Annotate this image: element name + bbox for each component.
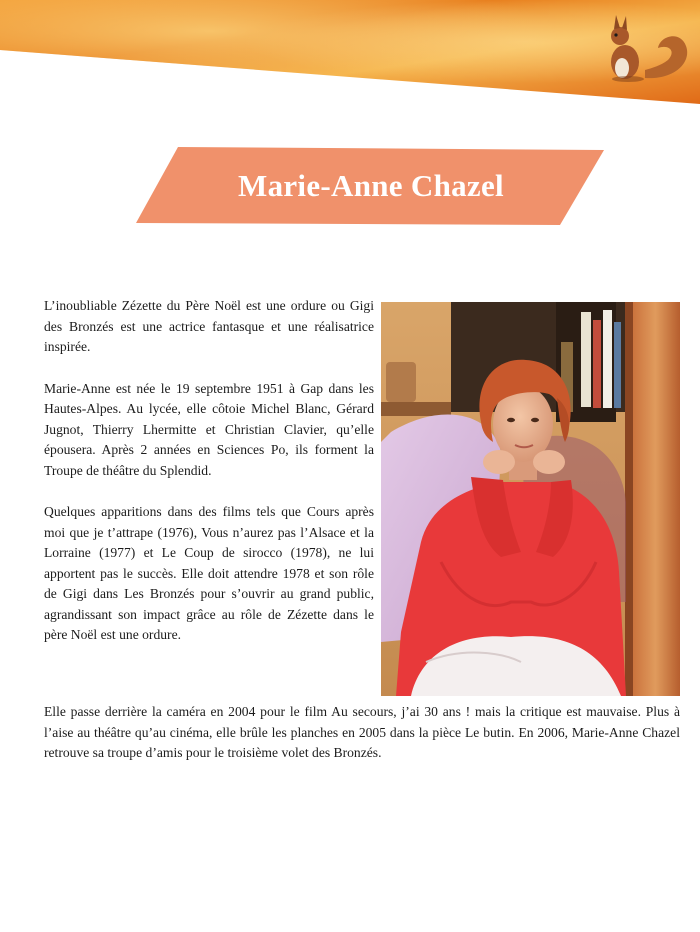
- article-conclusion: [44, 702, 680, 764]
- paragraph-director: Elle passe derrière la caméra en 2004 pour le film Au secours, j’ai 30 ans ! mais la critique est mauvaise. Plus à l’aise au théâtre qu’au cinéma, elle brûle les planches en 2005 dans la pièce Le butin. En 2006, Marie-Anne Chazel retrouve sa troupe d’amis pour le troisième volet des Bronzés.: [44, 704, 680, 760]
- page-title: Marie-Anne Chazel: [238, 168, 504, 203]
- paragraph-intro: L’inoubliable Zézette du Père Noël est une ordure ou Gigi des Bronzés est une actrice fantasque et une réalisatrice inspirée.: [44, 298, 374, 354]
- paragraph-biography: Marie-Anne est née le 19 septembre 1951 à Gap dans les Hautes-Alpes. Au lycée, elle côtoie Michel Blanc, Gérard Jugnot, Thierry Lhermitte et Christian Clavier, qu’elle épousera. Après 2 années en Sciences Po, ils forment la Troupe de théâtre du Splendid.: [44, 380, 374, 478]
- article-body: [44, 296, 374, 667]
- paragraph-career: Quelques apparitions dans des films tels que Cours après moi que je t’attrape (1976), Vous n’aurez pas l’Alsace et la Lorraine (1977) et Le Coup de sirocco (1978), ne lui apportent pas le succès. Elle doit attendre 1978 et son rôle de Gigi dans Les Bronzés pour s’ouvrir au grand public, agrandissant son impact grâce au rôle de Zézette dans le père Noël est une ordure.: [44, 504, 374, 642]
- top-banner: [0, 0, 700, 110]
- portrait-photo: [381, 302, 680, 696]
